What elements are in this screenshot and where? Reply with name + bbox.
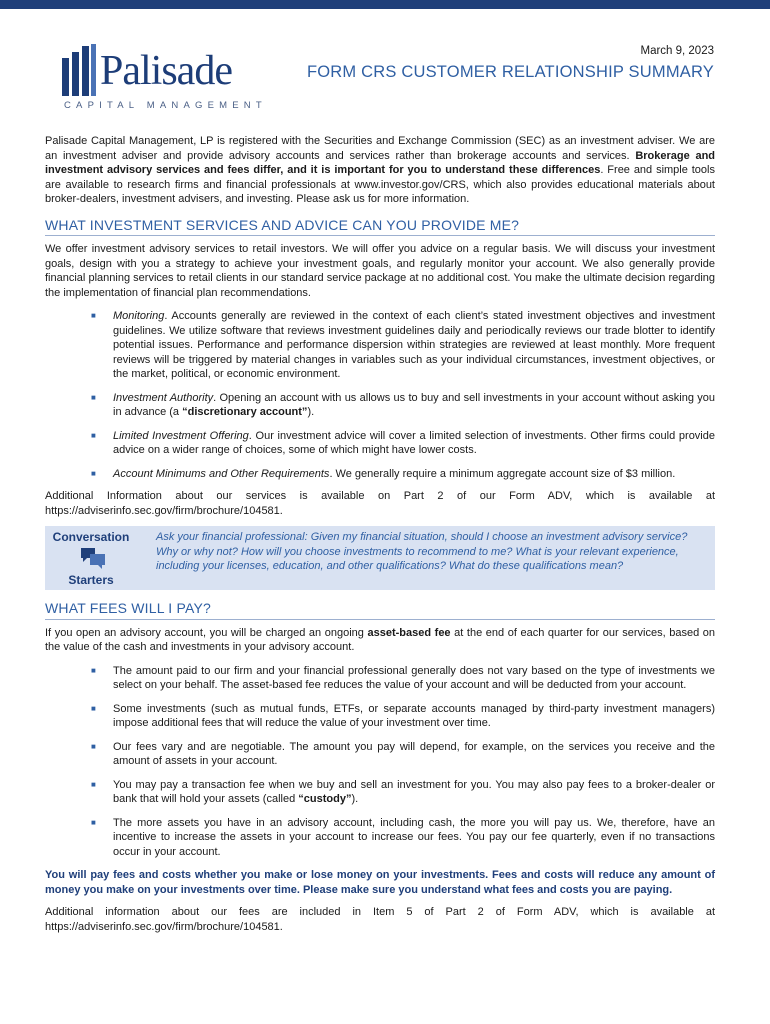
document-body bbox=[45, 134, 715, 934]
bullet-bold-term: “custody” bbox=[298, 793, 352, 805]
company-logo bbox=[60, 44, 267, 116]
fees-bullet-5 bbox=[45, 816, 715, 860]
bullet-square-icon: ■ bbox=[91, 468, 96, 478]
bullet-square-icon: ■ bbox=[91, 311, 96, 320]
bullet-text: The more assets you have in an advisory account, including cash, the more you will pay us. We, therefore, have an incentive to increase the assets in your account to increase our fees. You pay our fee quarterly, even if no transactions occur in your account. bbox=[113, 816, 715, 858]
conversation-starters-box bbox=[45, 526, 715, 590]
bullet-text: . Our investment advice will cover a limited selection of investments. Other firms could provide advice on a wider range of choices, some of which might have lower costs. bbox=[113, 429, 715, 456]
bullet-text: You may pay a transaction fee when we buy and sell an investment for you. You may also pay fees to a broker-dealer or bank that will hold your assets (called bbox=[113, 778, 715, 805]
fees-intro-a: If you open an advisory account, you will be charged an ongoing bbox=[45, 626, 368, 639]
conversation-questions bbox=[156, 530, 706, 574]
services-heading: WHAT INVESTMENT SERVICES AND ADVICE CAN YOU PROVIDE ME? bbox=[45, 218, 715, 237]
logo-name: Palisade bbox=[100, 48, 232, 94]
logo-subtitle: CAPITAL MANAGEMENT bbox=[64, 100, 267, 111]
bullet-text: The amount paid to our firm and your financial professional generally does not vary based on the type of investments we select on your behalf. The asset-based fee reduces the value of your account and will be deducted from your account. bbox=[113, 664, 715, 691]
fees-intro bbox=[45, 626, 715, 655]
fees-bullet-1 bbox=[45, 664, 715, 693]
bullet-square-icon: ■ bbox=[91, 665, 96, 675]
bullet-text: . Opening an account with us allows us to buy and sell investments in your account without asking you in advance (a bbox=[113, 391, 715, 418]
bullet-bold-term: “discretionary account” bbox=[182, 406, 308, 418]
bullet-title: Limited Investment Offering bbox=[113, 429, 249, 442]
fees-warning: You will pay fees and costs whether you make or lose money on your investments. Fees and costs will reduce any amount of money you make on your investments over time. Please make sure you understand what fees and costs you are paying. bbox=[45, 869, 715, 896]
intro-bold-text: Brokerage and investment advisory services and fees differ, and it is important for you to understand these differences bbox=[45, 149, 716, 176]
speech-bubbles-icon bbox=[79, 546, 107, 572]
services-additional-info: Additional Information about our services is available on Part 2 of our Form ADV, which is available at https://adviserinfo.sec.gov/firm/brochure/104581. bbox=[45, 490, 715, 517]
top-color-bar bbox=[0, 0, 770, 9]
fees-bullet-2 bbox=[45, 702, 715, 731]
fees-intro-b: at the end of each quarter for our services, based on the value of the cash and investments in your advisory account. bbox=[45, 626, 716, 653]
fees-additional-info: Additional information about our fees are included in Item 5 of Part 2 of Form ADV, which is available at https://adviserinfo.sec.gov/firm/brochure/104581. bbox=[45, 906, 715, 933]
fees-bullet-3 bbox=[45, 740, 715, 769]
conversation-label-bottom: Starters bbox=[68, 573, 114, 587]
bullet-text-end: ). bbox=[351, 793, 359, 805]
fees-intro-bold: asset-based fee bbox=[367, 626, 451, 639]
bullet-title: Monitoring bbox=[113, 310, 165, 322]
bullet-square-icon: ■ bbox=[91, 779, 96, 789]
palisade-columns-icon bbox=[60, 44, 98, 98]
bullet-square-icon: ■ bbox=[91, 817, 96, 827]
conversation-text: Given my financial situation, should I choose an investment advisory service? Why or why not? How will you choose investments to recommend to me? What is your relevant experience, including your licenses, education, and other qualifications? What do these qualifications mean? bbox=[156, 531, 688, 572]
bullet-title: Account Minimums and Other Requirements bbox=[113, 467, 330, 480]
conversation-prompt: Ask your financial professional: bbox=[156, 531, 308, 543]
bullet-text: Some investments (such as mutual funds, ETFs, or separate accounts managed by third-party investment managers) impose additional fees that will reduce the value of your investment over time. bbox=[113, 702, 715, 729]
bullet-text: . Accounts generally are reviewed in the context of each client’s stated investment objectives and investment guidelines. We utilize software that reviews investment guidelines daily and periodically reviews our trade blotter to identify potential issues. Performance and performance dispersion within strategies are reviewed at least monthly. More frequent reviews will be triggered by material changes in variables such as your individual circumstances, investment objectives, or the market, political, or economic environment. bbox=[113, 310, 715, 380]
fees-bullet-4 bbox=[45, 778, 715, 807]
services-intro: We offer investment advisory services to retail investors. We will offer you advice on a regular basis. We will discuss your investment goals, design with you a strategy to achieve your investment goals, and regularly monitor your account. We also generally provide financial planning services to retail clients in our standard service package at no additional cost. You make the ultimate decision regarding the implementation of financial plan recommendations. bbox=[45, 243, 715, 299]
bullet-title: Investment Authority bbox=[113, 391, 214, 404]
bullet-square-icon: ■ bbox=[91, 703, 96, 713]
bullet-text: . We generally require a minimum aggregate account size of $3 million. bbox=[329, 467, 676, 480]
bullet-investment-authority bbox=[45, 391, 715, 420]
intro-paragraph bbox=[45, 134, 715, 207]
bullet-square-icon: ■ bbox=[91, 392, 96, 402]
conversation-label bbox=[49, 530, 133, 586]
bullet-square-icon: ■ bbox=[91, 430, 96, 440]
bullet-monitoring bbox=[45, 309, 715, 382]
intro-text-c: . Free and simple tools are available to research firms and financial professionals at www.investor.gov/CRS, which also provides educational materials about broker-dealers, investment advisers, and investing. Please ask us for more information. bbox=[45, 164, 715, 205]
fees-heading: WHAT FEES WILL I PAY? bbox=[45, 601, 715, 620]
intro-text-a: Palisade Capital Management, LP is registered with the Securities and Exchange Commission (SEC) as an investment adviser. We are an investment adviser and provide advisory accounts and services rather than brokerage accounts and services. bbox=[45, 135, 715, 162]
bullet-text: Our fees vary and are negotiable. The amount you pay will depend, for example, on the services you receive and the amount of assets in your account. bbox=[113, 740, 715, 767]
document-title: FORM CRS CUSTOMER RELATIONSHIP SUMMARY bbox=[306, 63, 714, 81]
conversation-label-top: Conversation bbox=[52, 530, 130, 544]
document-date: March 9, 2023 bbox=[640, 45, 714, 57]
bullet-text-end: ). bbox=[307, 406, 315, 418]
bullet-account-minimums bbox=[45, 467, 715, 482]
bullet-square-icon: ■ bbox=[91, 741, 96, 751]
bullet-limited-offering bbox=[45, 429, 715, 458]
